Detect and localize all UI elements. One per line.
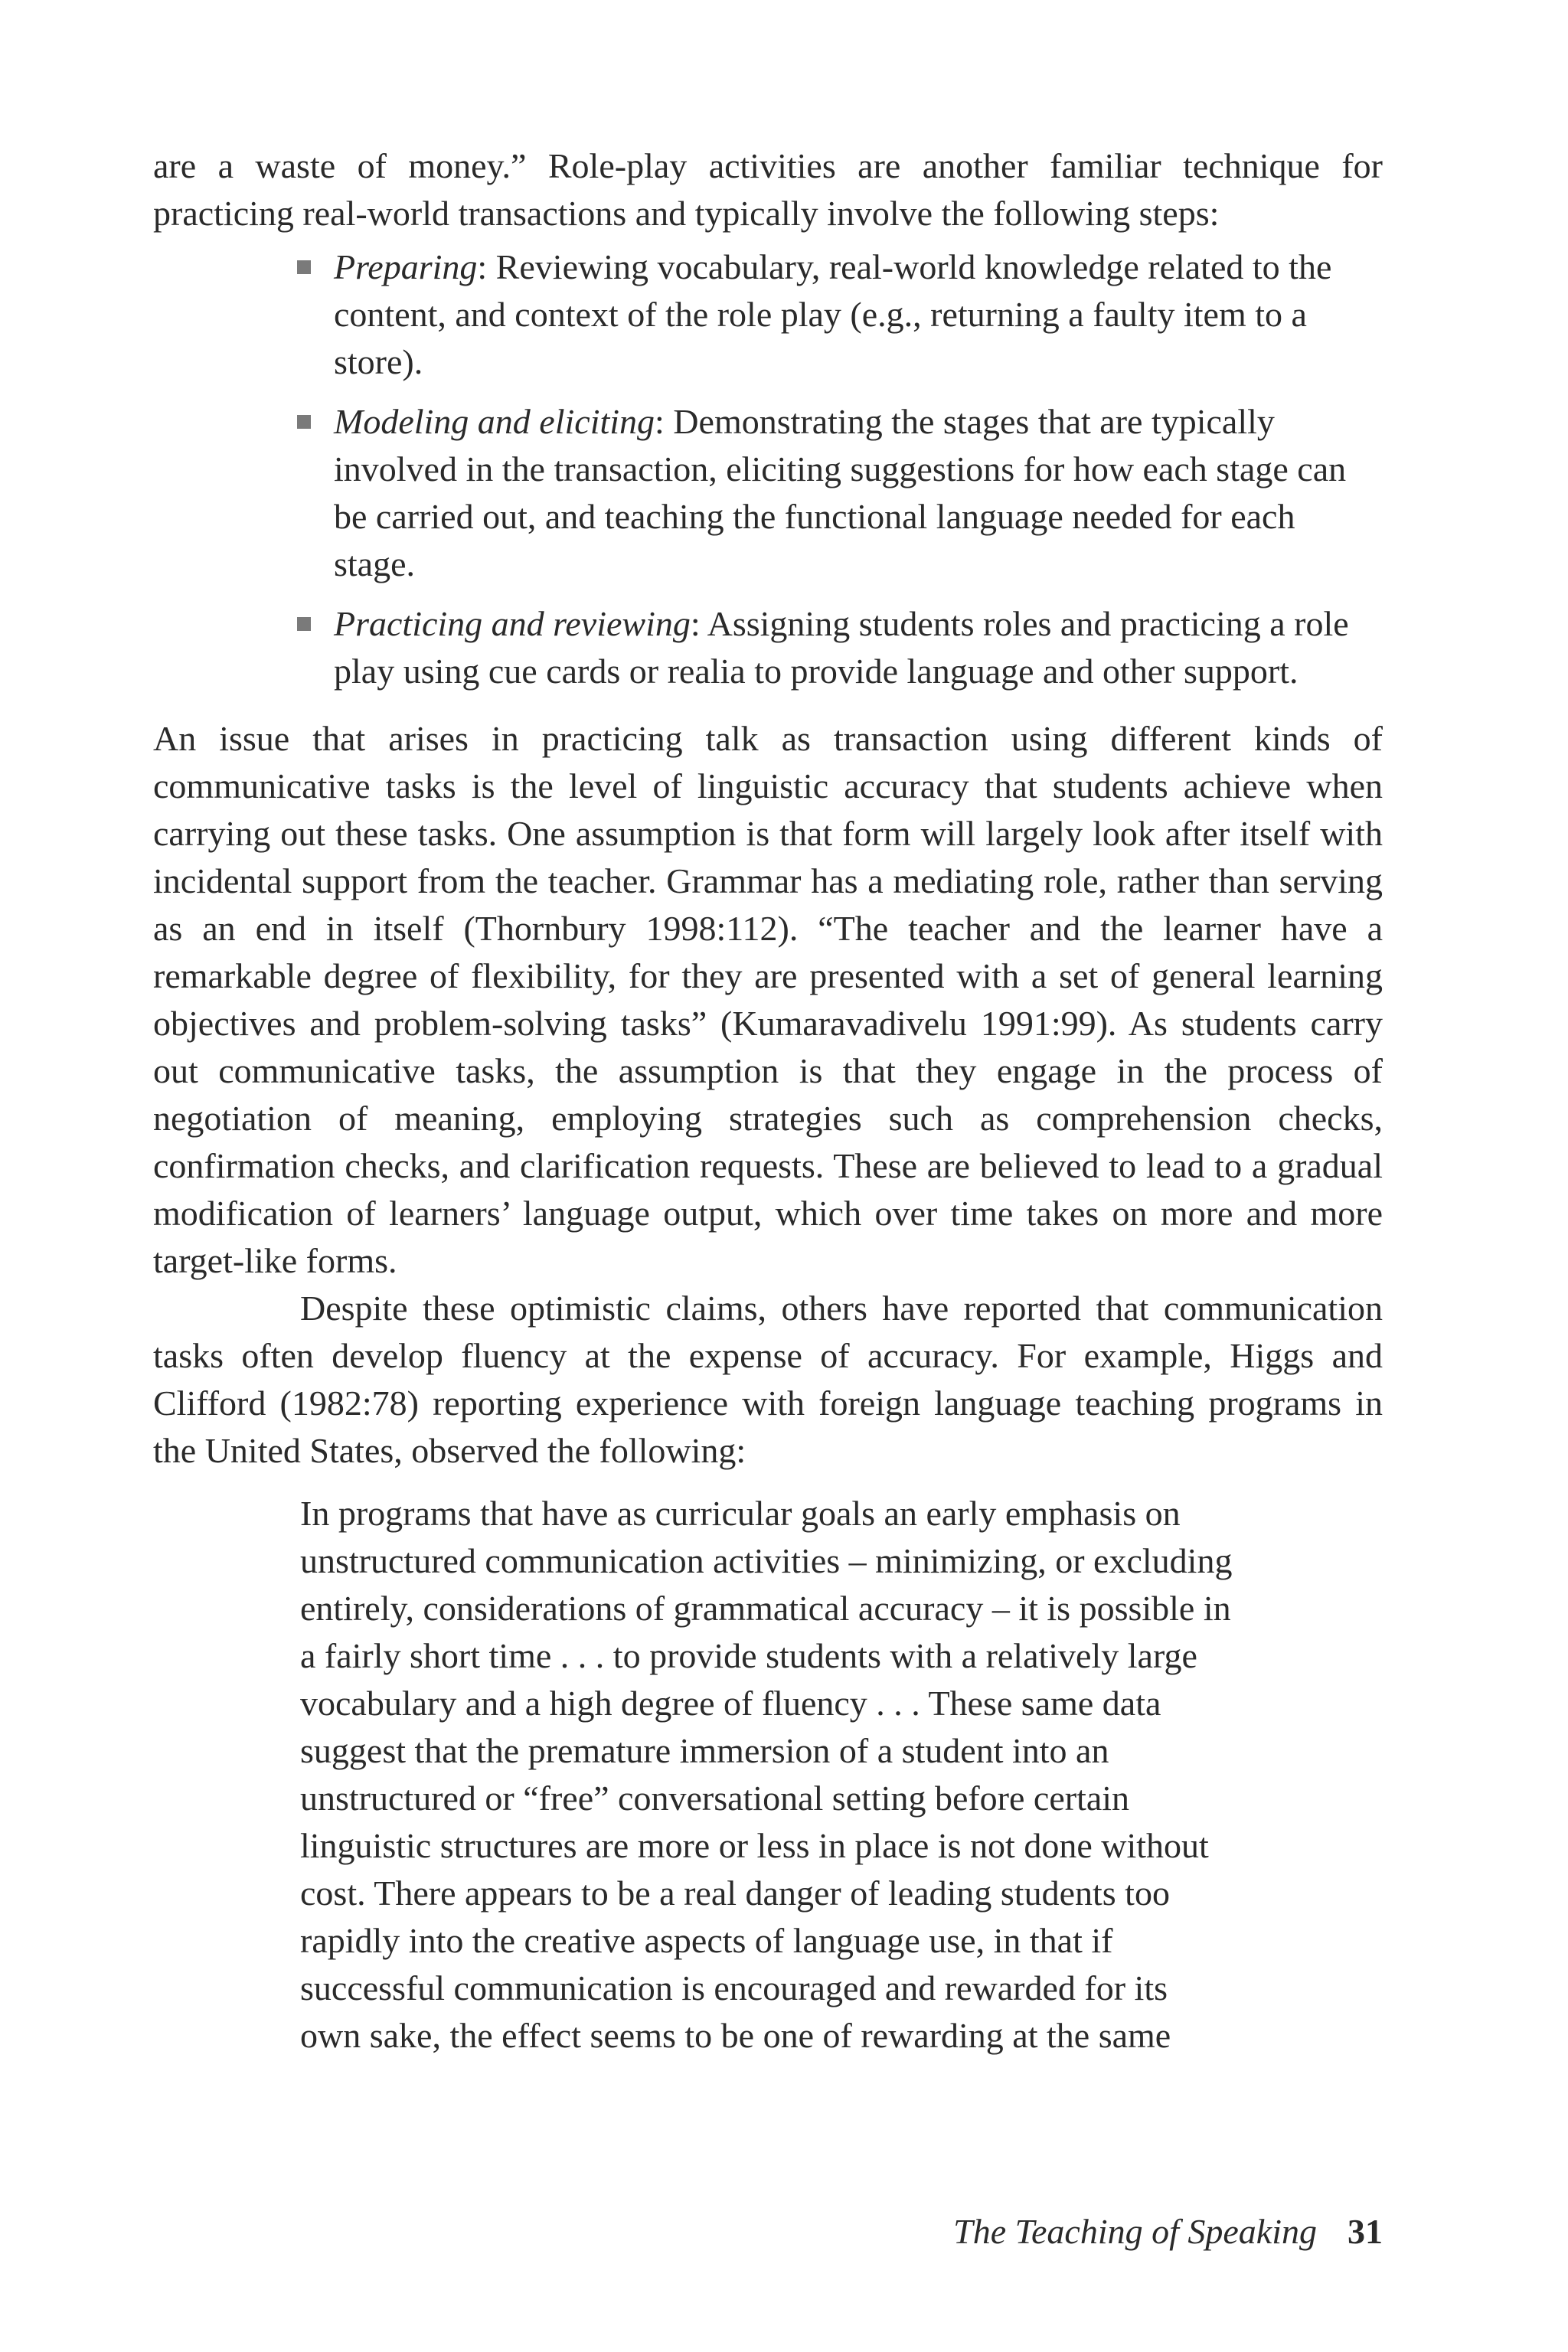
lead-paragraph: are a waste of money.” Role-play activities are another familiar technique for practicing real-world transactions and typically involve the following steps: bbox=[153, 146, 1383, 233]
list-item bbox=[334, 600, 1383, 695]
square-bullet-icon bbox=[297, 260, 311, 274]
step-text: : Reviewing vocabulary, real-world knowledge related to the content, and context of the role play (e.g., returning a faulty item to a store). bbox=[334, 247, 1332, 381]
step-term: Preparing bbox=[334, 247, 478, 286]
quote-text: In programs that have as curricular goals an early emphasis on unstructured communication activities – minimizing, or excluding entirely, considerations of grammatical accuracy – it is possible in a fairly short time . . . to provide students with a relatively large vocabulary and a high degree of fluency . . . These same data suggest that the premature immersion of a student into an unstructured or “free” conversational setting before certain linguistic structures are more or less in place is not done without cost. There appears to be a real danger of leading students too rapidly into the creative aspects of language use, in that if successful communication is encouraged and rewarded for its own sake, the effect seems to be one of rewarding at the same bbox=[300, 1494, 1233, 2055]
page-number: 31 bbox=[1348, 2212, 1383, 2251]
step-term: Practicing and reviewing bbox=[334, 604, 691, 643]
despite-paragraph: Despite these optimistic claims, others have reported that communication tasks often develop fluency at the expense of accuracy. For example, Higgs and Clifford (1982:78) reporting experience with foreign language teaching programs in the United States, observed the following: bbox=[153, 1289, 1383, 1470]
square-bullet-icon bbox=[297, 617, 311, 631]
page-body bbox=[153, 142, 1383, 2060]
step-term: Modeling and eliciting bbox=[334, 402, 655, 441]
role-play-steps-list bbox=[153, 243, 1383, 695]
block-quote bbox=[300, 1490, 1234, 2060]
page-footer bbox=[953, 2208, 1383, 2256]
list-item bbox=[334, 398, 1383, 588]
square-bullet-icon bbox=[297, 415, 311, 429]
list-item bbox=[334, 243, 1383, 386]
step-text: : Demonstrating the stages that are typically involved in the transaction, eliciting suggestions for how each stage can be carried out, and teaching the functional language needed for each stage. bbox=[334, 402, 1347, 583]
running-title: The Teaching of Speaking bbox=[953, 2212, 1317, 2251]
step-text: : Assigning students roles and practicing a role play using cue cards or realia to provide language and other support. bbox=[334, 604, 1349, 691]
issue-paragraph: An issue that arises in practicing talk as transaction using different kinds of communicative tasks is the level of linguistic accuracy that students achieve when carrying out these tasks. One assumption is that form will largely look after itself with incidental support from the teacher. Grammar has a mediating role, rather than serving as an end in itself (Thornbury 1998:112). “The teacher and the learner have a remarkable degree of flexibility, for they are presented with a set of general learning objectives and problem-solving tasks” (Kumaravadivelu 1991:99). As students carry out communicative tasks, the assumption is that they engage in the process of negotiation of meaning, employing strategies such as comprehension checks, confirmation checks, and clarification requests. These are believed to lead to a gradual modification of learners’ language output, which over time takes on more and more target-like forms. bbox=[153, 719, 1383, 1280]
